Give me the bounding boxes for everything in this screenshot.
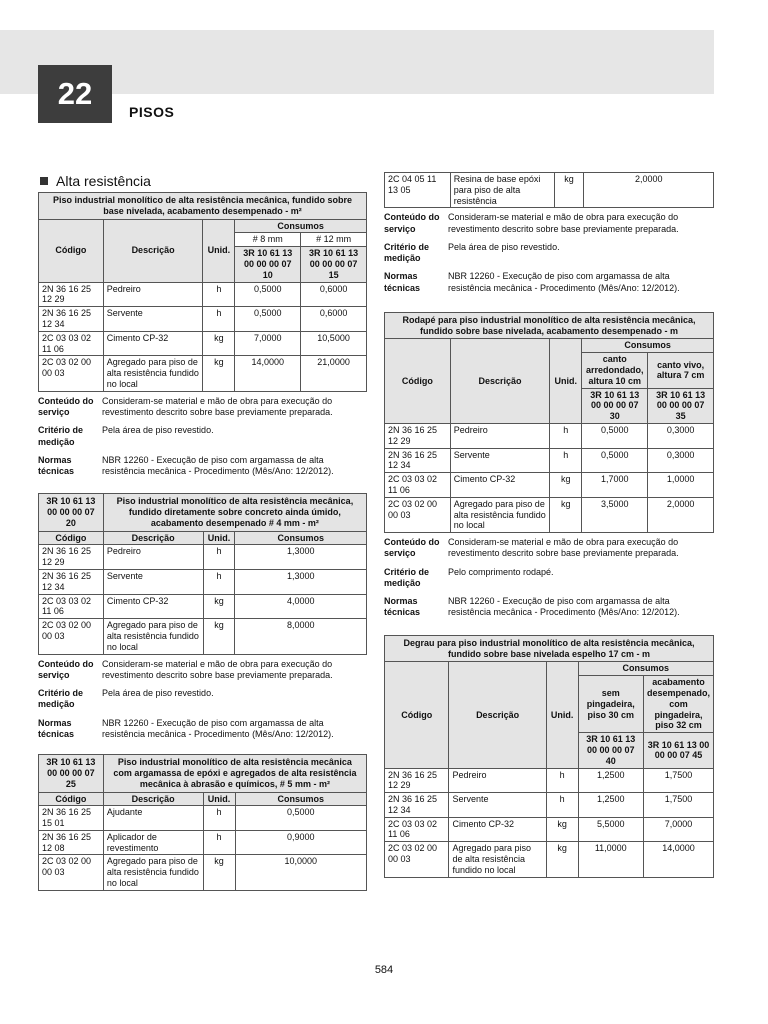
col-header-descricao: Descrição: [103, 531, 203, 545]
col-header-consumos: Consumos: [235, 531, 367, 545]
cell-descricao: Servente: [449, 793, 546, 818]
table-row: [39, 307, 367, 332]
cell-value: 14,0000: [235, 356, 301, 391]
subheader-code: 3R 10 61 13 00 00 00 07 40: [578, 733, 643, 768]
cell-unid: h: [203, 307, 235, 332]
cell-value: 1,7000: [582, 473, 648, 498]
cell-unid: h: [203, 806, 235, 831]
cell-unid: h: [546, 768, 578, 793]
cell-value: 0,5000: [235, 806, 367, 831]
subheader-code: 3R 10 61 13 00 00 00 07 15: [301, 247, 367, 282]
table-piso-concreto-umido: [38, 493, 367, 654]
cell-value: 1,3000: [235, 570, 367, 595]
subheader-label: sem pingadeira, piso 30 cm: [578, 676, 643, 733]
cell-descricao: Pedreiro: [450, 424, 550, 449]
table-title: Piso industrial monolítico de alta resistência mecânica com argamassa de epóxi e agregados de alta resistência mecânica à abrasão e químicos, # 5 mm - m²: [103, 755, 366, 792]
note-label: Conteúdo do serviço: [384, 212, 440, 234]
cell-value: 2,0000: [584, 173, 714, 208]
notes-block: [384, 537, 714, 619]
cell-value: 1,7500: [643, 768, 713, 793]
cell-value: 8,0000: [235, 619, 367, 654]
cell-codigo: 2C 04 05 11 13 05: [385, 173, 451, 208]
cell-value: 1,0000: [648, 473, 714, 498]
cell-descricao: Pedreiro: [103, 282, 203, 307]
cell-descricao: Agregado para piso de alta resistência fundido no local: [103, 356, 203, 391]
cell-unid: kg: [203, 331, 235, 356]
table-row: [39, 282, 367, 307]
subheader-code: 3R 10 61 13 00 00 00 07 45: [643, 733, 713, 768]
table-row: [385, 768, 714, 793]
cell-codigo: 2N 36 16 25 12 34: [385, 793, 449, 818]
cell-unid: kg: [554, 173, 584, 208]
cell-codigo: 2C 03 03 02 11 06: [385, 817, 449, 842]
col-header-descricao: Descrição: [449, 662, 546, 768]
note-label: Normas técnicas: [384, 596, 421, 618]
cell-value: 1,7500: [643, 793, 713, 818]
note-text: NBR 12260 - Execução de piso com argamassa de alta resistência mecânica - Procedimento (Mês/Ano: 12/2012).: [448, 271, 680, 293]
cell-descricao: Cimento CP-32: [103, 331, 203, 356]
col-header-consumos: Consumos: [578, 662, 713, 676]
col-header-consumos: Consumos: [235, 792, 367, 806]
col-header-codigo: Código: [39, 219, 104, 282]
note-label: Conteúdo do serviço: [384, 537, 440, 559]
table-row: [385, 497, 714, 532]
cell-descricao: Agregado para piso de alta resistência fundido no local: [103, 619, 203, 654]
cell-codigo: 2N 36 16 25 12 08: [39, 830, 104, 855]
table-code: 3R 10 61 13 00 00 00 07 20: [39, 494, 104, 531]
col-header-codigo: Código: [385, 662, 449, 768]
cell-descricao: Pedreiro: [449, 768, 546, 793]
cell-codigo: 2N 36 16 25 15 01: [39, 806, 104, 831]
table-code: 3R 10 61 13 00 00 00 07 25: [39, 755, 104, 792]
table-row: [385, 424, 714, 449]
cell-codigo: 2C 03 03 02 11 06: [385, 473, 451, 498]
notes-block: [38, 659, 367, 741]
cell-codigo: 2N 36 16 25 12 29: [39, 282, 104, 307]
table-row: [39, 806, 367, 831]
cell-descricao: Servente: [103, 570, 203, 595]
subheader-label: # 12 mm: [301, 233, 367, 247]
cell-codigo: 2N 36 16 25 12 29: [385, 768, 449, 793]
note-label: Normas técnicas: [38, 454, 75, 476]
cell-unid: h: [203, 570, 235, 595]
table-row: [385, 817, 714, 842]
col-header-unid: Unid.: [546, 662, 578, 768]
table-row: [39, 356, 367, 391]
cell-codigo: 2N 36 16 25 12 29: [385, 424, 451, 449]
cell-value: 0,5000: [582, 424, 648, 449]
subsection-heading-text: Alta resistência: [56, 173, 151, 189]
cell-unid: kg: [203, 855, 235, 890]
cell-descricao: Cimento CP-32: [449, 817, 546, 842]
cell-codigo: 2C 03 03 02 11 06: [39, 331, 104, 356]
square-bullet-icon: [40, 177, 48, 185]
note-label: Critério de medição: [38, 425, 84, 447]
table-degrau: [384, 635, 714, 878]
notes-block: [38, 396, 367, 478]
note-label: Normas técnicas: [38, 717, 75, 739]
table-row: [385, 448, 714, 473]
cell-descricao: Agregado para piso de alta resistência fundido no local: [103, 855, 203, 890]
cell-descricao: Servente: [103, 307, 203, 332]
cell-descricao: Cimento CP-32: [450, 473, 550, 498]
cell-value: 14,0000: [643, 842, 713, 877]
table-row: [385, 793, 714, 818]
cell-value: 0,5000: [582, 448, 648, 473]
col-header-unid: Unid.: [550, 339, 582, 424]
cell-value: 0,6000: [301, 307, 367, 332]
subheader-label: canto vivo, altura 7 cm: [648, 353, 714, 388]
cell-value: 11,0000: [578, 842, 643, 877]
note-text: Consideram-se material e mão de obra para execução do revestimento descrito sobre base previamente preparada.: [102, 395, 333, 417]
cell-unid: h: [203, 830, 235, 855]
cell-value: 1,2500: [578, 768, 643, 793]
note-text: Pela área de piso revestido.: [102, 425, 214, 436]
cell-descricao: Ajudante: [103, 806, 203, 831]
table-row: [385, 842, 714, 877]
table-piso-epoxi-continuation: [384, 172, 714, 208]
cell-value: 0,5000: [235, 282, 301, 307]
col-header-descricao: Descrição: [103, 792, 203, 806]
subheader-label: # 8 mm: [235, 233, 301, 247]
subheader-code: 3R 10 61 13 00 00 00 07 35: [648, 388, 714, 423]
table-row: [39, 855, 367, 890]
cell-descricao: Resina de base epóxi para piso de alta resistência: [450, 173, 554, 208]
cell-value: 10,0000: [235, 855, 367, 890]
cell-unid: h: [550, 424, 582, 449]
cell-descricao: Pedreiro: [103, 545, 203, 570]
note-text: Pela área de piso revestido.: [448, 241, 560, 252]
cell-unid: kg: [550, 497, 582, 532]
cell-value: 5,5000: [578, 817, 643, 842]
note-label: Conteúdo do serviço: [38, 658, 94, 680]
cell-codigo: 2C 03 02 00 00 03: [39, 619, 104, 654]
cell-unid: kg: [203, 594, 235, 619]
cell-codigo: 2C 03 02 00 00 03: [385, 842, 449, 877]
note-text: Pelo comprimento rodapé.: [448, 566, 554, 577]
cell-codigo: 2N 36 16 25 12 34: [39, 570, 104, 595]
table-title: Rodapé para piso industrial monolítico de alta resistência mecânica, fundido sobre base nivelada, acabamento desempenado - m: [385, 312, 714, 339]
subsection-heading: [40, 173, 151, 189]
table-row: [39, 594, 367, 619]
cell-codigo: 2C 03 03 02 11 06: [39, 594, 104, 619]
cell-descricao: Aplicador de revestimento: [103, 830, 203, 855]
note-label: Conteúdo do serviço: [38, 395, 94, 417]
cell-descricao: Agregado para piso de alta resistência fundido no local: [449, 842, 546, 877]
table-rodape: [384, 312, 714, 533]
cell-unid: h: [203, 282, 235, 307]
cell-codigo: 2N 36 16 25 12 34: [39, 307, 104, 332]
col-header-codigo: Código: [385, 339, 451, 424]
subheader-label: canto arredondado, altura 10 cm: [582, 353, 648, 388]
cell-codigo: 2C 03 02 00 00 03: [39, 855, 104, 890]
note-label: Critério de medição: [384, 566, 430, 588]
cell-unid: kg: [546, 842, 578, 877]
table-title: Piso industrial monolítico de alta resistência mecânica, fundido sobre base nivelada, acabamento desempenado - m²: [39, 193, 367, 220]
note-text: Pela área de piso revestido.: [102, 688, 214, 699]
col-header-consumos: Consumos: [235, 219, 367, 233]
col-header-descricao: Descrição: [103, 219, 203, 282]
cell-value: 0,6000: [301, 282, 367, 307]
note-label: Critério de medição: [38, 688, 84, 710]
note-text: Consideram-se material e mão de obra para execução do revestimento descrito sobre base previamente preparada.: [448, 212, 679, 234]
cell-value: 1,3000: [235, 545, 367, 570]
col-header-descricao: Descrição: [450, 339, 550, 424]
cell-value: 0,3000: [648, 448, 714, 473]
note-label: Normas técnicas: [384, 271, 421, 293]
subheader-code: 3R 10 61 13 00 00 00 07 10: [235, 247, 301, 282]
note-label: Critério de medição: [384, 241, 430, 264]
col-header-unid: Unid.: [203, 219, 235, 282]
table-row: [39, 545, 367, 570]
cell-value: 3,5000: [582, 497, 648, 532]
table-piso-epoxi: [38, 754, 367, 891]
note-text: Consideram-se material e mão de obra para execução do revestimento descrito sobre base previamente preparada.: [102, 658, 333, 680]
cell-value: 21,0000: [301, 356, 367, 391]
cell-unid: h: [550, 448, 582, 473]
col-header-codigo: Código: [39, 531, 104, 545]
cell-value: 0,5000: [235, 307, 301, 332]
cell-codigo: 2C 03 02 00 00 03: [385, 497, 451, 532]
cell-unid: kg: [203, 356, 235, 391]
table-title: Degrau para piso industrial monolítico de alta resistência mecânica, fundido sobre base nivelada espelho 17 cm - m: [385, 635, 714, 662]
right-column: [384, 172, 714, 878]
table-row: [39, 619, 367, 654]
subheader-code: 3R 10 61 13 00 00 00 07 30: [582, 388, 648, 423]
col-header-consumos: Consumos: [582, 339, 714, 353]
note-text: NBR 12260 - Execução de piso com argamassa de alta resistência mecânica - Procedimento (Mês/Ano: 12/2012).: [102, 454, 334, 476]
col-header-codigo: Código: [39, 792, 104, 806]
col-header-unid: Unid.: [203, 531, 235, 545]
cell-codigo: 2C 03 02 00 00 03: [39, 356, 104, 391]
cell-value: 1,2500: [578, 793, 643, 818]
note-text: NBR 12260 - Execução de piso com argamassa de alta resistência mecânica - Procedimento (Mês/Ano: 12/2012).: [102, 717, 334, 739]
col-header-unid: Unid.: [203, 792, 235, 806]
chapter-number: 22: [38, 65, 112, 123]
page-number: 584: [374, 964, 394, 976]
table-piso-monolitico: [38, 192, 367, 392]
cell-descricao: Cimento CP-32: [103, 594, 203, 619]
cell-value: 10,5000: [301, 331, 367, 356]
note-text: NBR 12260 - Execução de piso com argamassa de alta resistência mecânica - Procedimento (Mês/Ano: 12/2012).: [448, 596, 680, 618]
cell-value: 4,0000: [235, 594, 367, 619]
cell-descricao: Agregado para piso de alta resistência fundido no local: [450, 497, 550, 532]
cell-value: 0,3000: [648, 424, 714, 449]
cell-value: 0,9000: [235, 830, 367, 855]
table-row: [385, 473, 714, 498]
cell-codigo: 2N 36 16 25 12 34: [385, 448, 451, 473]
cell-unid: kg: [203, 619, 235, 654]
cell-unid: kg: [550, 473, 582, 498]
cell-descricao: Servente: [450, 448, 550, 473]
cell-unid: kg: [546, 817, 578, 842]
table-title: Piso industrial monolítico de alta resistência mecânica, fundido diretamente sobre concreto ainda úmido, acabamento desempenado # 4 mm - m²: [103, 494, 366, 531]
left-column: [38, 192, 367, 891]
subheader-label: acabamento desempenado, com pingadeira, piso 32 cm: [643, 676, 713, 733]
cell-value: 7,0000: [235, 331, 301, 356]
table-row: [39, 830, 367, 855]
note-text: Consideram-se material e mão de obra para execução do revestimento descrito sobre base previamente preparada.: [448, 537, 679, 559]
cell-codigo: 2N 36 16 25 12 29: [39, 545, 104, 570]
cell-value: 7,0000: [643, 817, 713, 842]
cell-unid: h: [546, 793, 578, 818]
cell-value: 2,0000: [648, 497, 714, 532]
cell-unid: h: [203, 545, 235, 570]
table-row: [39, 570, 367, 595]
table-row: [385, 173, 714, 208]
section-title: PISOS: [129, 104, 175, 120]
notes-block: [384, 212, 714, 294]
table-row: [39, 331, 367, 356]
